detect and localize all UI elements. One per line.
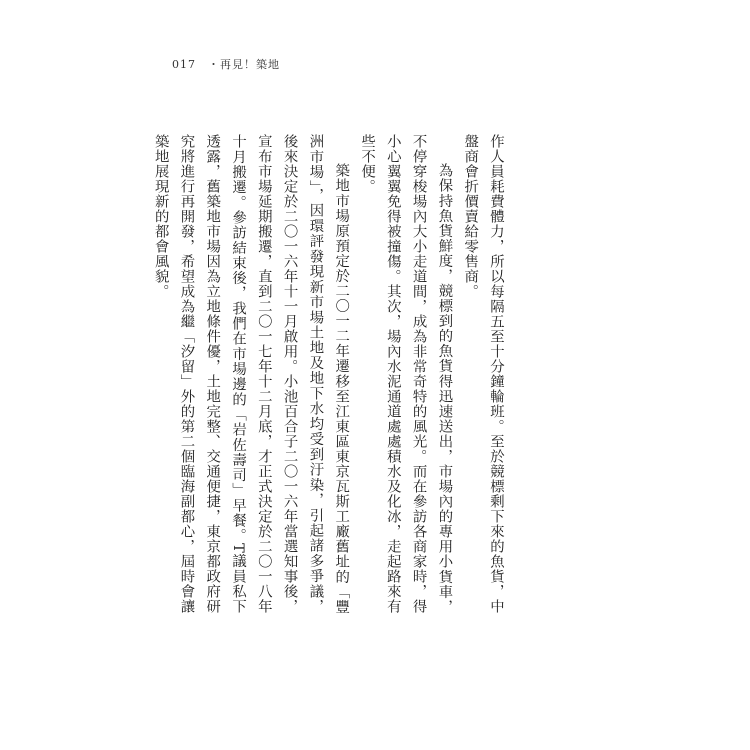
- chapter-title: ・再見！築地: [208, 58, 280, 71]
- page-number: 017: [172, 58, 196, 71]
- running-head: [172, 56, 280, 72]
- paragraph-3: 築地市場原預定於二〇一二年遷移至江東區東京瓦斯工廠舊址的「豐洲市場」，因環評發現新市場土地及地下水均受到汙染，引起諸多爭議，後來決定於二〇一六年十一月啟用。小池百合子二〇一六年當選知事後，宣布市場延期搬遷，直到二〇一七年十二月底，才正式決定於二〇一八年十月搬遷。參訪結束後，我們在市場邊的「岩佐壽司」早餐。T議員私下透露，舊築地市場因為立地條件優，土地完整、交通便捷，東京都政府研究將進行再開發，希望成為繼「汐留」外的第二個臨海副都心，屆時會讓築地展現新的都會風貌。: [152, 134, 350, 614]
- paragraph-1: 作人員耗費體力，所以每隔五至十分鐘輪班。至於競標剩下來的魚貨，中盤商會折價賣給零售商。: [462, 134, 504, 614]
- paragraph-2: 為保持魚貨鮮度，競標到的魚貨得迅速送出，市場內的專用小貨車，不停穿梭場內大小走道間，成為非常奇特的風光。而在參訪各商家時，得小心翼翼免得被撞傷。其次，場內水泥通道處處積水及化冰，走起路來有些不便。: [359, 134, 453, 614]
- body-text: [152, 134, 508, 614]
